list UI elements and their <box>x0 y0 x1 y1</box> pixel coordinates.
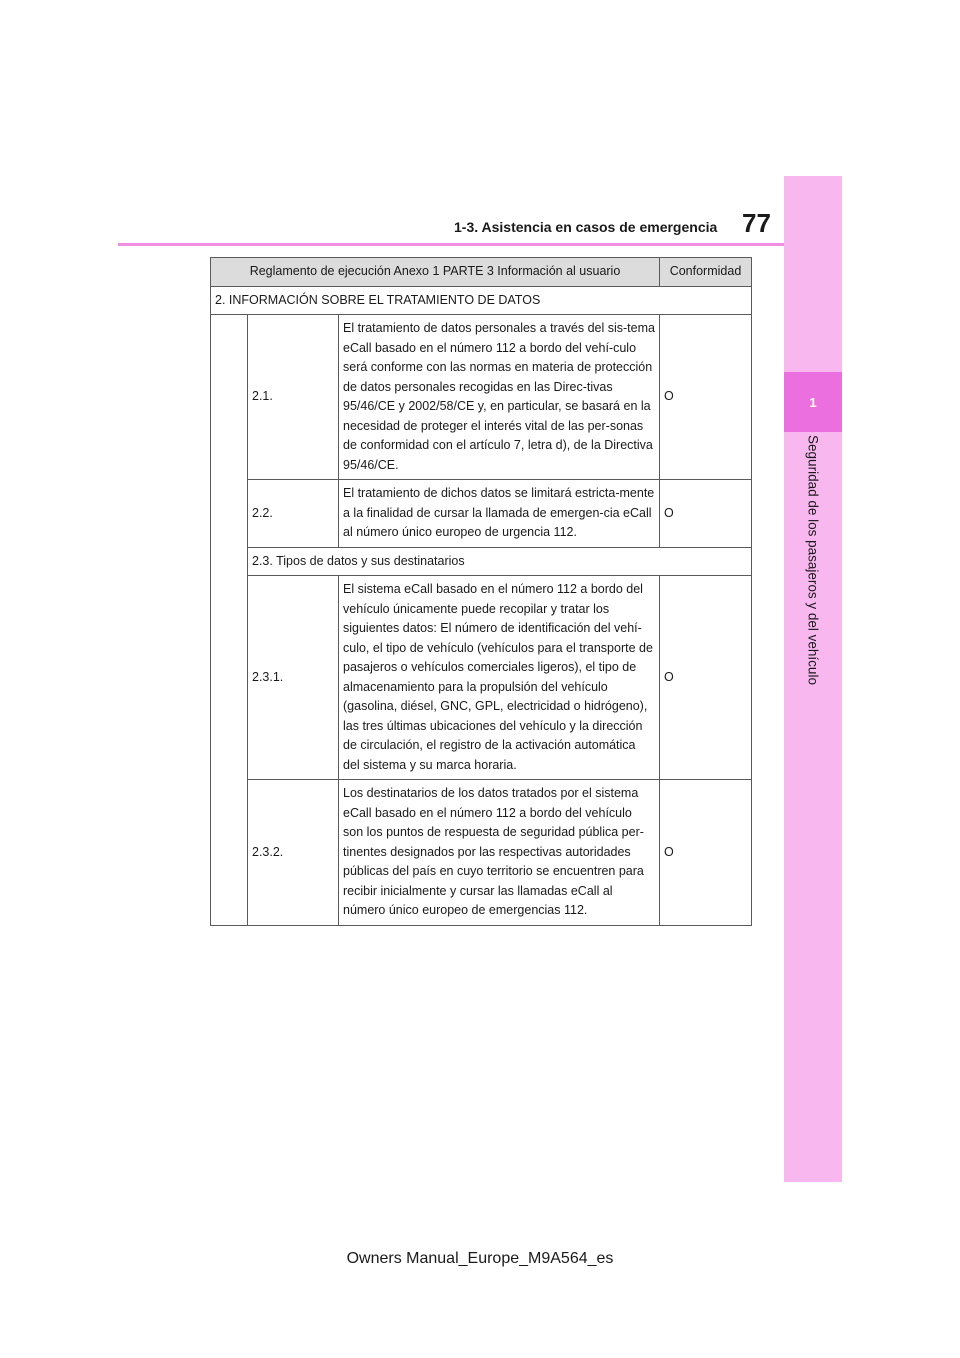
chapter-number-badge: 1 <box>784 372 842 432</box>
subsection-heading: 2.3. Tipos de datos y sus destinatarios <box>248 547 752 576</box>
column-header-conformity: Conformidad <box>660 258 752 287</box>
footer-document-id: Owners Manual_Europe_M9A564_es <box>346 1250 614 1267</box>
row-text: El tratamiento de datos personales a través del sis-tema eCall basado en el número 112 a bordo del vehí-culo será conforme con las normas en materia de protección de datos personales recogidas en las Direc-tivas 95/46/CE y 2002/58/CE y, en particular, se basará en la necesidad de proteger el interés vital de las per-sonas de conformidad con el artículo 7, letra d), de la Directiva 95/46/CE. <box>339 315 660 480</box>
header-rule <box>118 243 784 246</box>
page-number: 77 <box>742 208 771 238</box>
section-row <box>211 286 752 315</box>
chapter-title: Seguridad de los pasajeros y del vehículo <box>805 435 821 685</box>
row-conformity: O <box>660 315 752 480</box>
row-conformity: O <box>660 480 752 548</box>
row-number: 2.3.1. <box>248 576 339 780</box>
subsection-row <box>211 547 752 576</box>
table-header-row <box>211 258 752 287</box>
row-number: 2.1. <box>248 315 339 480</box>
section-title: 1-3. Asistencia en casos de emergencia <box>454 219 718 235</box>
indent-cell <box>211 315 248 926</box>
row-text: El sistema eCall basado en el número 112 a bordo del vehículo únicamente puede recopilar y tratar los siguientes datos: El número de identificación del vehí-culo, el tipo de vehículo (vehículos para el transporte de pasajeros o vehículos comerciales ligeros), el tipo de almacenamiento para la propulsión del vehículo (gasolina, diésel, GNC, GPL, electricidad o hidrógeno), las tres últimas ubicaciones del vehículo y la dirección de circulación, el registro de la activación automática del sistema y su marca horaria. <box>339 576 660 780</box>
table-row <box>211 780 752 926</box>
row-conformity: O <box>660 780 752 926</box>
row-conformity: O <box>660 576 752 780</box>
regulation-table <box>210 257 752 926</box>
table-row <box>211 480 752 548</box>
table-row <box>211 315 752 480</box>
row-text: El tratamiento de dichos datos se limitará estricta-mente a la finalidad de cursar la llamada de emergen-cia eCall al número único europeo de urgencia 112. <box>339 480 660 548</box>
row-text: Los destinatarios de los datos tratados por el sistema eCall basado en el número 112 a bordo del vehículo son los puntos de respuesta de seguridad pública per-tinentes designados por las respectivas autoridades públicas del país en cuyo territorio se encuentren para recibir inicialmente y cursar las llamadas eCall al número único europeo de emergencias 112. <box>339 780 660 926</box>
row-number: 2.2. <box>248 480 339 548</box>
table-row <box>211 576 752 780</box>
column-header-regulation: Reglamento de ejecución Anexo 1 PARTE 3 Información al usuario <box>211 258 660 287</box>
row-number: 2.3.2. <box>248 780 339 926</box>
section-heading: 2. INFORMACIÓN SOBRE EL TRATAMIENTO DE DATOS <box>211 286 752 315</box>
